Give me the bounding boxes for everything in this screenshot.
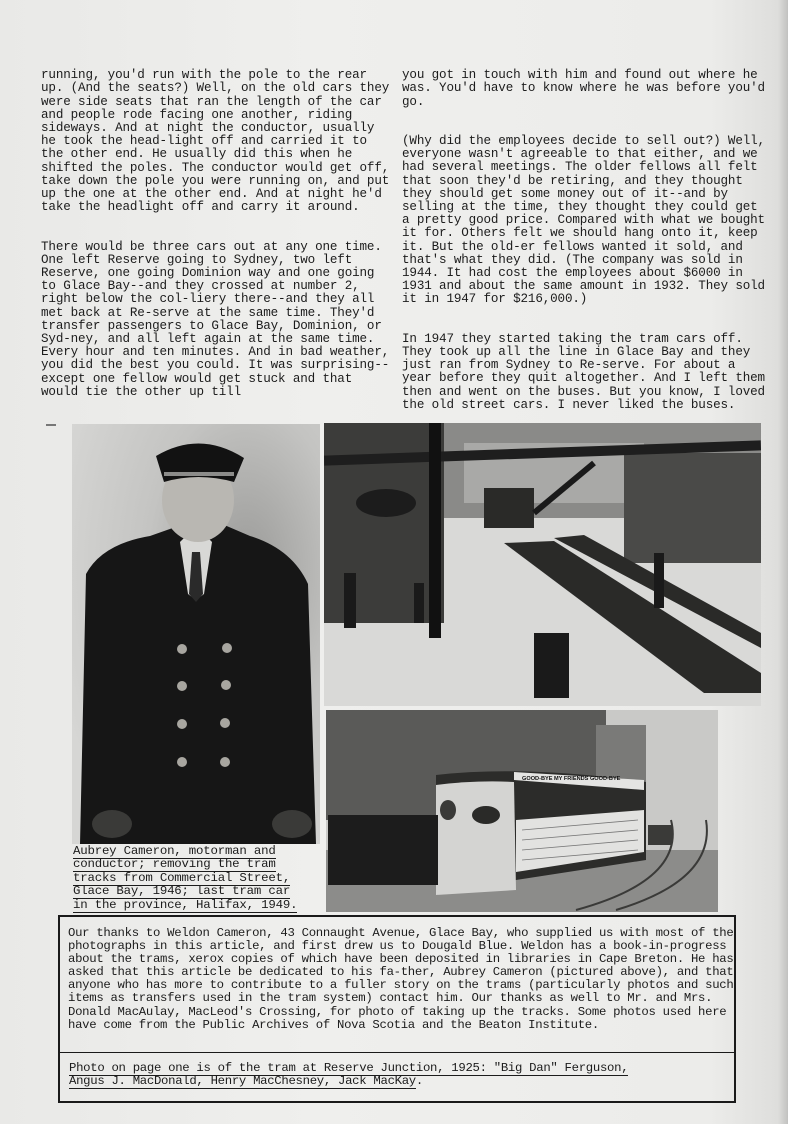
article-paragraph: running, you'd run with the pole to the rear up. (And the seats?) Well, on the old cars they were side seats that ran the length of the car and people rode facing one another, riding sideways. And at night the conductor, usually he took the head-light off and carried it to the other end. He usually did this when he shifted the poles. The conductor would get off, take down the pole you were running on, and put up the one at the other end. And at night he'd take the headlight off and carry it around. [41,68,390,215]
crowd [328,815,438,885]
tram-face [436,781,516,895]
caption-line: in the province, Halifax, 1949. [73,897,298,912]
last-tram-photo [326,710,718,912]
photo-credit-box [58,1053,736,1103]
acknowledgements-text: Our thanks to Weldon Cameron, 43 Connaught Avenue, Glace Bay, who supplied us with most of the photographs in this article, and first drew us to Dougald Blue. Weldon has a book-in-progress about the trams, xerox copies of which have been deposited in libraries in Cape Breton. He has asked that this article be dedicated to his fa-ther, Aubrey Cameron (pictured above), and that anyone who has more to contribute to a fuller story on the trams (particularly photos and such items as transfers used in the tram system) contact him. Our thanks as well to Mr. and Mrs. Donald MacAulay, MacLeod's Crossing, for photo of taking up the tracks. Some photos used here have come from the Public Archives of Nova Scotia and the Beaton Institute. [68,926,734,1032]
tram-banner-text: GOOD-BYE MY FRIENDS GOOD-BYE [522,776,621,782]
right-storefronts [624,453,761,563]
portrait-photo [72,424,320,844]
crane-truck [484,488,534,528]
right-glove [272,810,312,838]
caption-line: Aubrey Cameron, motorman and [73,844,276,858]
portrait-illustration [72,424,320,844]
caption-line: tracks from Commercial Street, [73,870,291,885]
caption-line: Glace Bay, 1946; last tram car [73,884,291,899]
photo-credit-line-1: Photo on page one is of the tram at Reserve Junction, 1925: "Big Dan" Ferguson, [69,1061,629,1075]
left-glove [92,810,132,838]
article-paragraph: There would be three cars out at any one time. One left Reserve going to Sydney, two left Reserve, one going Dominion way and one going to Glace Bay--and they crossed at number 2, right below the col-liery there--and they all met back at Re-serve at the same time. They'd transfer passengers to Glace Bay, Dominion, or Syd-ney, and all left again at the same time. Every hour and ten minutes. And in bad weather, you did the best you could. It was surprising--except one fellow would get stuck and that would tie the other up till [41,239,390,399]
article-paragraph: In 1947 they started taking the tram cars off. They took up all the line in Glace Bay and they just ran from Sydney to Re-serve. For about a year before they quit altogether. And I left them then and went on the buses. But you know, I loved the old street cars. I never liked the buses. [402,331,765,412]
caption-line: conductor; removing the tram [73,857,276,872]
article-left-column [41,56,396,425]
tram-face-eye-left [440,800,456,820]
photo-credit-period: . [415,1074,423,1089]
shop-sign [356,489,416,517]
utility-pole [429,423,441,638]
article-paragraph: (Why did the employees decide to sell out?) Well, everyone wasn't agreeable to that either, and we had several meetings. The older fellows all felt that soon they'd be retiring, and they thought they should get some money out of it--and by selling at the time, they thought they could get a pretty good price. Compared with what we bought it for. Others felt we should hang onto it, keep it. But the old-er fellows wanted it sold, and that's what they did. (The company was sold in 1944. It had cost the employees about $6000 in 1931 and about the same amount in 1932. They sold it in 1947 for $216,000.) [402,134,765,307]
article-right-column [402,56,767,438]
tram-illustration [326,710,718,912]
cap-band [164,472,234,476]
track-removal-photo [324,423,761,706]
page-edge-shadow [778,0,788,1124]
acknowledgements-box [58,915,736,1053]
street-scene-illustration [324,423,761,706]
article-paragraph: you got in touch with him and found out where he was. You'd have to know where he was before you'd go. [402,68,765,109]
parked-car [648,825,672,845]
margin-mark [46,424,56,426]
tram-face-eye [472,806,500,824]
photo-caption [73,845,329,912]
photo-credit-line-2: Angus J. MacDonald, Henry MacChesney, Jack MacKay [69,1074,416,1089]
photo-credit-text [69,1062,729,1089]
